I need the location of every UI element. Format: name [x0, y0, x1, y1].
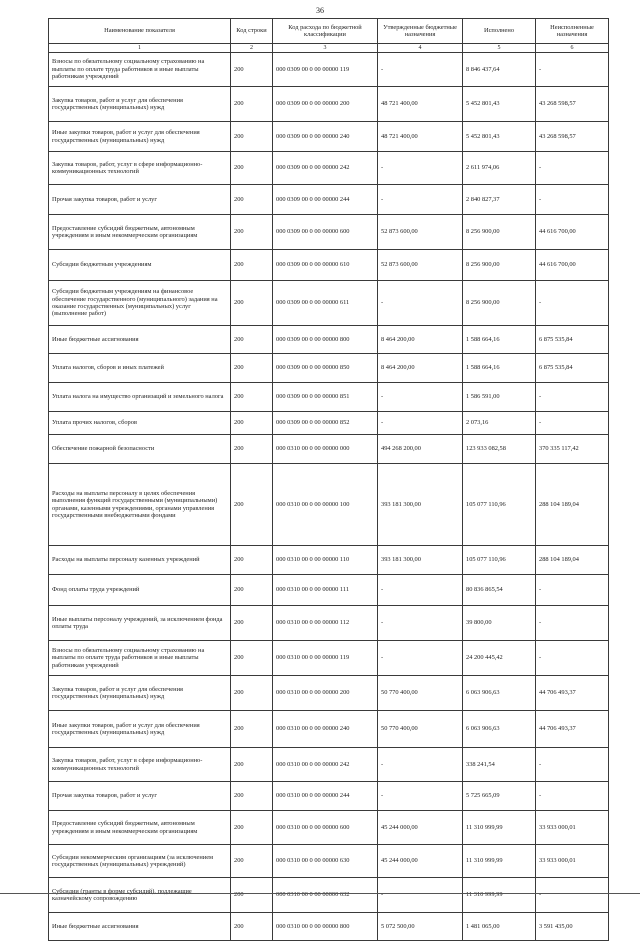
row-approved: -	[378, 641, 463, 676]
row-unexecuted: -	[536, 878, 609, 913]
row-executed: 2 073,16	[463, 412, 536, 435]
row-executed: 5 452 801,43	[463, 122, 536, 152]
row-name: Обеспечение пожарной безопасности	[49, 435, 231, 464]
column-number: 5	[463, 44, 536, 53]
row-approved: -	[378, 383, 463, 412]
row-executed: 39 800,00	[463, 606, 536, 641]
row-unexecuted: -	[536, 748, 609, 782]
row-code: 200	[231, 641, 273, 676]
row-budget-code: 000 0309 00 0 00 00000 851	[273, 383, 378, 412]
row-name: Субсидии некоммерческим организациям (за исключением государственных (муниципальных) учреждений)	[49, 845, 231, 878]
row-executed: 80 836 865,54	[463, 575, 536, 606]
row-unexecuted: 370 335 117,42	[536, 435, 609, 464]
row-code: 200	[231, 326, 273, 354]
row-executed: 11 310 999,99	[463, 878, 536, 913]
table-row	[49, 546, 609, 575]
header-row	[49, 19, 609, 44]
row-budget-code: 000 0309 00 0 00 00000 242	[273, 152, 378, 185]
row-code: 200	[231, 811, 273, 845]
row-executed: 1 588 664,16	[463, 326, 536, 354]
row-unexecuted: 43 268 598,57	[536, 122, 609, 152]
row-unexecuted: -	[536, 606, 609, 641]
row-approved: -	[378, 185, 463, 215]
row-approved: 8 464 200,00	[378, 354, 463, 383]
row-executed: 11 310 999,99	[463, 811, 536, 845]
row-executed: 123 933 082,58	[463, 435, 536, 464]
row-budget-code: 000 0309 00 0 00 00000 611	[273, 281, 378, 326]
column-number: 1	[49, 44, 231, 53]
row-name: Уплата налогов, сборов и иных платежей	[49, 354, 231, 383]
row-name: Субсидии (гранты в форме субсидий), подлежащие казначейскому сопровождению	[49, 878, 231, 913]
row-budget-code: 000 0310 00 0 00 00000 100	[273, 464, 378, 546]
row-code: 200	[231, 711, 273, 748]
row-code: 200	[231, 250, 273, 281]
row-executed: 24 200 445,42	[463, 641, 536, 676]
row-approved: -	[378, 606, 463, 641]
row-unexecuted: -	[536, 782, 609, 811]
header-code: Код строки	[231, 19, 273, 44]
row-code: 200	[231, 281, 273, 326]
row-approved: -	[378, 878, 463, 913]
row-code: 200	[231, 185, 273, 215]
row-code: 200	[231, 782, 273, 811]
row-unexecuted: 33 933 000,01	[536, 811, 609, 845]
row-budget-code: 000 0309 00 0 00 00000 850	[273, 354, 378, 383]
row-name: Закупка товаров, работ, услуг в сфере информационно-коммуникационных технологий	[49, 748, 231, 782]
row-name: Взносы по обязательному социальному страхованию на выплаты по оплате труда работников и иные выплаты работникам учреждений	[49, 53, 231, 87]
row-approved: 50 770 400,00	[378, 676, 463, 711]
table-row	[49, 250, 609, 281]
table-row	[49, 845, 609, 878]
row-budget-code: 000 0309 00 0 00 00000 119	[273, 53, 378, 87]
budget-execution-table	[48, 18, 609, 941]
row-name: Прочая закупка товаров, работ и услуг	[49, 185, 231, 215]
row-budget-code: 000 0309 00 0 00 00000 240	[273, 122, 378, 152]
row-code: 200	[231, 215, 273, 250]
row-approved: 393 181 300,00	[378, 546, 463, 575]
row-code: 200	[231, 152, 273, 185]
row-budget-code: 000 0310 00 0 00 00000 630	[273, 845, 378, 878]
table-row	[49, 326, 609, 354]
table-row	[49, 185, 609, 215]
row-approved: -	[378, 53, 463, 87]
table-row	[49, 412, 609, 435]
page-bottom-divider	[0, 893, 640, 894]
row-budget-code: 000 0309 00 0 00 00000 244	[273, 185, 378, 215]
row-executed: 105 077 110,96	[463, 546, 536, 575]
row-unexecuted: 44 616 700,00	[536, 215, 609, 250]
row-unexecuted: 33 933 000,01	[536, 845, 609, 878]
column-number: 3	[273, 44, 378, 53]
row-approved: -	[378, 281, 463, 326]
row-code: 200	[231, 53, 273, 87]
row-executed: 105 077 110,96	[463, 464, 536, 546]
row-name: Уплата прочих налогов, сборов	[49, 412, 231, 435]
row-budget-code: 000 0310 00 0 00 00000 119	[273, 641, 378, 676]
row-executed: 2 611 974,06	[463, 152, 536, 185]
row-unexecuted: -	[536, 185, 609, 215]
row-approved: -	[378, 412, 463, 435]
row-code: 200	[231, 412, 273, 435]
row-budget-code: 000 0310 00 0 00 00000 242	[273, 748, 378, 782]
row-approved: 50 770 400,00	[378, 711, 463, 748]
row-budget-code: 000 0310 00 0 00 00000 244	[273, 782, 378, 811]
column-number: 6	[536, 44, 609, 53]
row-executed: 8 846 437,64	[463, 53, 536, 87]
table-row	[49, 152, 609, 185]
row-code: 200	[231, 464, 273, 546]
column-number: 2	[231, 44, 273, 53]
row-unexecuted: 6 875 535,84	[536, 354, 609, 383]
row-approved: 8 464 200,00	[378, 326, 463, 354]
row-approved: -	[378, 782, 463, 811]
row-unexecuted: 6 875 535,84	[536, 326, 609, 354]
row-code: 200	[231, 845, 273, 878]
row-unexecuted: 43 268 598,57	[536, 87, 609, 122]
row-name: Закупка товаров, работ и услуг для обеспечения государственных (муниципальных) нужд	[49, 676, 231, 711]
row-name: Иные закупки товаров, работ и услуг для обеспечения государственных (муниципальных) нужд	[49, 122, 231, 152]
row-unexecuted: -	[536, 152, 609, 185]
row-unexecuted: -	[536, 383, 609, 412]
row-executed: 1 588 664,16	[463, 354, 536, 383]
row-approved: 5 072 500,00	[378, 913, 463, 941]
row-code: 200	[231, 878, 273, 913]
row-budget-code: 000 0309 00 0 00 00000 600	[273, 215, 378, 250]
header-budget-code: Код расхода по бюджетной классификации	[273, 19, 378, 44]
row-approved: -	[378, 575, 463, 606]
row-budget-code: 000 0310 00 0 00 00000 111	[273, 575, 378, 606]
row-executed: 5 452 801,43	[463, 87, 536, 122]
row-name: Закупка товаров, работ, услуг в сфере информационно-коммуникационных технологий	[49, 152, 231, 185]
row-unexecuted: 3 591 435,00	[536, 913, 609, 941]
header-approved: Утвержденные бюджетные назначения	[378, 19, 463, 44]
table-row	[49, 782, 609, 811]
row-approved: 45 244 000,00	[378, 811, 463, 845]
header-unexecuted: Неисполненные назначения	[536, 19, 609, 44]
row-name: Иные закупки товаров, работ и услуг для обеспечения государственных (муниципальных) нужд	[49, 711, 231, 748]
header-executed: Исполнено	[463, 19, 536, 44]
row-executed: 11 310 999,99	[463, 845, 536, 878]
row-executed: 338 241,54	[463, 748, 536, 782]
table-row	[49, 383, 609, 412]
row-budget-code: 000 0310 00 0 00 00000 000	[273, 435, 378, 464]
row-unexecuted: -	[536, 281, 609, 326]
row-unexecuted: 44 616 700,00	[536, 250, 609, 281]
row-approved: 393 181 300,00	[378, 464, 463, 546]
row-code: 200	[231, 546, 273, 575]
row-name: Субсидии бюджетным учреждениям	[49, 250, 231, 281]
table-row	[49, 748, 609, 782]
table-row	[49, 281, 609, 326]
table-row	[49, 711, 609, 748]
row-code: 200	[231, 913, 273, 941]
row-unexecuted: -	[536, 412, 609, 435]
row-name: Иные выплаты персоналу учреждений, за исключением фонда оплаты труда	[49, 606, 231, 641]
row-budget-code: 000 0309 00 0 00 00000 852	[273, 412, 378, 435]
page-number: 36	[316, 6, 324, 15]
row-executed: 2 840 827,37	[463, 185, 536, 215]
row-budget-code: 000 0309 00 0 00 00000 200	[273, 87, 378, 122]
row-code: 200	[231, 748, 273, 782]
row-unexecuted: -	[536, 53, 609, 87]
row-executed: 6 063 906,63	[463, 711, 536, 748]
row-name: Предоставление субсидий бюджетным, автономным учреждениям и иным некоммерческим организациям	[49, 811, 231, 845]
row-executed: 8 256 900,00	[463, 250, 536, 281]
table-row	[49, 354, 609, 383]
row-code: 200	[231, 87, 273, 122]
table-row	[49, 641, 609, 676]
row-name: Прочая закупка товаров, работ и услуг	[49, 782, 231, 811]
row-code: 200	[231, 435, 273, 464]
row-code: 200	[231, 606, 273, 641]
row-executed: 5 725 665,09	[463, 782, 536, 811]
row-unexecuted: 288 104 189,04	[536, 464, 609, 546]
table-row	[49, 913, 609, 941]
row-budget-code: 000 0310 00 0 00 00000 112	[273, 606, 378, 641]
column-number-row	[49, 44, 609, 53]
row-code: 200	[231, 383, 273, 412]
row-executed: 8 256 900,00	[463, 281, 536, 326]
row-budget-code: 000 0309 00 0 00 00000 610	[273, 250, 378, 281]
row-unexecuted: 288 104 189,04	[536, 546, 609, 575]
row-approved: 52 873 600,00	[378, 250, 463, 281]
row-name: Закупка товаров, работ и услуг для обеспечения государственных (муниципальных) нужд	[49, 87, 231, 122]
row-approved: 494 268 200,00	[378, 435, 463, 464]
row-approved: 48 721 400,00	[378, 87, 463, 122]
row-code: 200	[231, 575, 273, 606]
table-row	[49, 464, 609, 546]
row-approved: 48 721 400,00	[378, 122, 463, 152]
row-name: Расходы на выплаты персоналу в целях обеспечения выполнения функций государственными (муниципальными) органами, казенными учреждениями, органами управления государственными внебюджетными фондами	[49, 464, 231, 546]
row-code: 200	[231, 354, 273, 383]
row-name: Уплата налога на имущество организаций и земельного налога	[49, 383, 231, 412]
table-row	[49, 811, 609, 845]
row-executed: 1 586 591,00	[463, 383, 536, 412]
table-row	[49, 215, 609, 250]
row-name: Взносы по обязательному социальному страхованию на выплаты по оплате труда работников и иные выплаты работникам учреждений	[49, 641, 231, 676]
row-name: Фонд оплаты труда учреждений	[49, 575, 231, 606]
row-approved: 52 873 600,00	[378, 215, 463, 250]
row-approved: -	[378, 152, 463, 185]
row-unexecuted: -	[536, 641, 609, 676]
table-body	[49, 53, 609, 941]
table-row	[49, 575, 609, 606]
row-name: Предоставление субсидий бюджетным, автономным учреждениям и иным некоммерческим организациям	[49, 215, 231, 250]
row-unexecuted: 44 706 493,37	[536, 676, 609, 711]
row-executed: 6 063 906,63	[463, 676, 536, 711]
row-budget-code: 000 0310 00 0 00 00000 600	[273, 811, 378, 845]
table-row	[49, 53, 609, 87]
table-row	[49, 435, 609, 464]
row-approved: 45 244 000,00	[378, 845, 463, 878]
row-name: Субсидии бюджетным учреждениям на финансовое обеспечение государственного (муниципального) задания на оказание государственных (муниципальных) услуг (выполнение работ)	[49, 281, 231, 326]
row-unexecuted: 44 706 493,37	[536, 711, 609, 748]
row-name: Иные бюджетные ассигнования	[49, 913, 231, 941]
row-budget-code: 000 0309 00 0 00 00000 800	[273, 326, 378, 354]
row-budget-code: 000 0310 00 0 00 00000 800	[273, 913, 378, 941]
table-row	[49, 606, 609, 641]
table-row	[49, 122, 609, 152]
row-executed: 1 481 065,00	[463, 913, 536, 941]
row-budget-code: 000 0310 00 0 00 00000 632	[273, 878, 378, 913]
row-budget-code: 000 0310 00 0 00 00000 110	[273, 546, 378, 575]
header-name: Наименование показателя	[49, 19, 231, 44]
row-budget-code: 000 0310 00 0 00 00000 240	[273, 711, 378, 748]
row-budget-code: 000 0310 00 0 00 00000 200	[273, 676, 378, 711]
row-name: Иные бюджетные ассигнования	[49, 326, 231, 354]
table-row	[49, 87, 609, 122]
row-approved: -	[378, 748, 463, 782]
row-code: 200	[231, 676, 273, 711]
row-name: Расходы на выплаты персоналу казенных учреждений	[49, 546, 231, 575]
column-number: 4	[378, 44, 463, 53]
table-row	[49, 878, 609, 913]
row-executed: 8 256 900,00	[463, 215, 536, 250]
row-code: 200	[231, 122, 273, 152]
table-row	[49, 676, 609, 711]
row-unexecuted: -	[536, 575, 609, 606]
